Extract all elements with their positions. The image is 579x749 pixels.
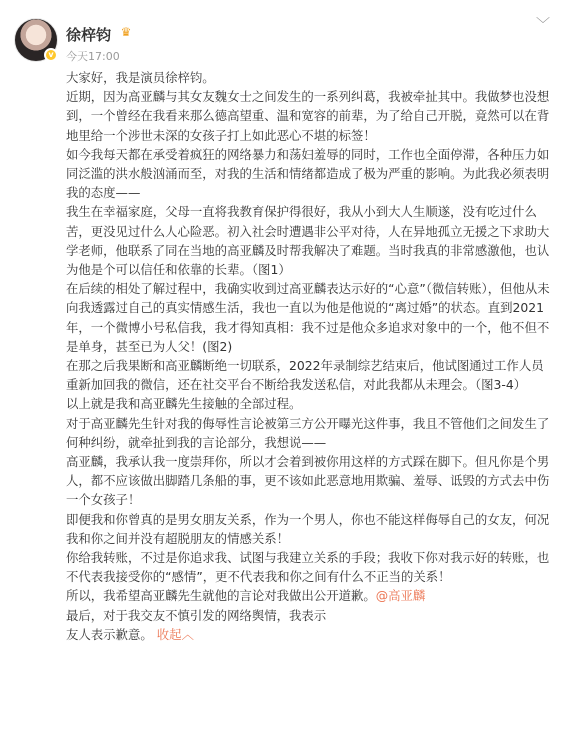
post-paragraph: 如今我每天都在承受着疯狂的网络暴力和荡妇羞辱的同时，工作也全面停滞，各种压力如同泛滥的洪水般汹涌而至，对我的生活和情绪都造成了极为严重的影响。为此我必须表明我的态度—— bbox=[66, 146, 550, 201]
post-paragraph: 大家好，我是演员徐梓钧。 bbox=[66, 70, 215, 85]
post-text: 所以，我希望高亚麟先生就他的言论对我做出公开道歉。 bbox=[66, 588, 376, 604]
text-fade-overlay bbox=[250, 690, 370, 720]
author-name[interactable]: 徐梓钧 bbox=[66, 26, 112, 44]
post-paragraph: 即便我和你曾真的是男女朋友关系，作为一个男人，你也不能这样侮辱自己的女友，何况我和你之间并没有超脱朋友的情感关系！ bbox=[66, 511, 550, 546]
truncated-line: 友人表示歉意。 bbox=[66, 626, 153, 642]
mention-link[interactable]: @高亚麟 bbox=[375, 588, 426, 604]
post-body bbox=[66, 68, 553, 644]
truncated-line: 最后，对于我交友不慎引发的网络舆情，我表示 bbox=[66, 607, 327, 623]
post-paragraph: 在后续的相处了解过程中，我确实收到过高亚麟表达示好的“心意”（微信转账），但他从未向我透露过自己的真实情感生活，我也一直以为他是他说的“离过婚”的状态。直到2021年，一个微博小号私信我，我才得知真相：我不过是他众多追求对象中的一个，他不但不是单身，甚至已为人父！(图2) bbox=[66, 281, 550, 354]
vip-crown-icon: ♛ bbox=[120, 25, 132, 39]
post-paragraph: 你给我转账，不过是你追求我、试图与我建立关系的手段；我收下你对我示好的转账，也不代表我接受你的“感情”，更不代表我和你之间有什么不正当的关系！ bbox=[66, 550, 550, 585]
post-paragraph: 高亚麟，我承认我一度崇拜你，所以才会着到被你用这样的方式踩在脚下。但凡你是个男人，都不应该做出脚踏几条船的事，更不该如此恶意地用欺骗、羞辱、诋毁的方式去中伤一个女孩子！ bbox=[66, 454, 550, 508]
post-paragraph-last bbox=[66, 586, 553, 605]
post-header bbox=[0, 0, 579, 70]
post-paragraph: 我生在幸福家庭，父母一直将我教育保护得很好，我从小到大人生顺遂，没有吃过什么苦，更没见过什么人心险恶。初入社会时遭遇非公平对待，人在异地孤立无援之下求助大学老师，他联系了同在当地的高亚麟及时帮我解决了难题。当时我真的非常感激他，也认为他是个可以信任和依靠的长辈。（图1） bbox=[66, 204, 550, 278]
verified-badge-icon: v bbox=[44, 48, 58, 62]
post-paragraph: 近期，因为高亚麟与其女友魏女士之间发生的一系列纠葛，我被牵扯其中。我做梦也没想到，一个曾经在我看来那么德高望重、温和宽容的前辈，为了给自己开脱，竟然可以在背地里给一个涉世未深的女孩子打上如此恶心不堪的标签！ bbox=[66, 89, 550, 143]
post-paragraph: 对于高亚麟先生针对我的侮辱性言论被第三方公开曝光这件事，我且不管他们之间发生了何种纠纷，就牵扯到我的言论部分，我想说—— bbox=[66, 415, 550, 450]
collapse-button[interactable] bbox=[157, 627, 194, 642]
chevron-down-icon[interactable]: ﹀ bbox=[536, 17, 550, 33]
post-paragraph-truncated bbox=[66, 606, 553, 644]
post-paragraph: 在那之后我果断和高亚麟断绝一切联系，2022年录制综艺结束后，他试图通过工作人员重新加回我的微信，还在社交平台不断给我发送私信，对此我都从未理会。（图3-4） bbox=[66, 358, 544, 393]
collapse-label: 收起 bbox=[156, 626, 182, 642]
post-time: 今天17:00 bbox=[66, 50, 120, 63]
chevron-up-icon: ︿ bbox=[181, 626, 194, 642]
post-paragraph: 以上就是我和高亚麟先生接触的全部过程。 bbox=[66, 396, 302, 412]
